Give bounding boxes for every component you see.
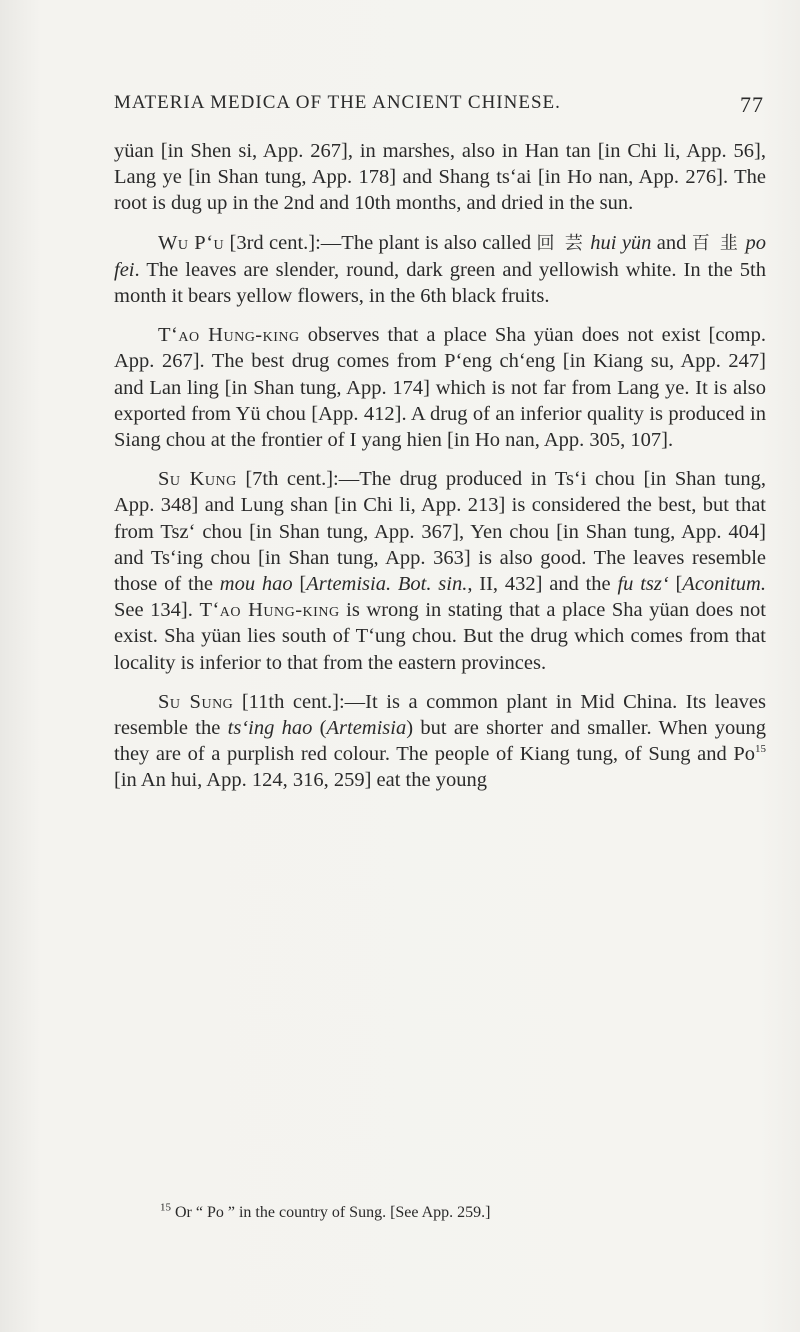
paragraph-tao-hung-king: T‘ao Hung-king observes that a place Sha yüan does not exist [comp. App. 267]. The best drug comes from P‘eng ch‘eng [in Kiang su, App. 247] and Lan ling [in Shan tung, App. 174] which is not far from Lang ye. It is also exported from Yü chou [App. 412]. A drug of an inferior quality is produced in Siang chou at the frontier of I yang hien [in Ho nan, App. 305, 107]. — [114, 324, 766, 452]
paragraph-continuation: yüan [in Shen si, App. 267], in marshes, also in Han tan [in Chi li, App. 56], Lang ye [in Shan tung, App. 178] and Shang ts‘ai [in Ho nan, App. 276]. The root is dug up in the 2nd and 10th months, and dried in the sun. — [114, 140, 766, 215]
paragraph-su-kung: Su Kung [7th cent.]:—The drug produced in Ts‘i chou [in Shan tung, App. 348] and Lung shan [in Chi li, App. 213] is considered the best, but that from Tsz‘ chou [in Shan tung, App. 367], Yen chou [in Shan tung, App. 404] and Ts‘ing chou [in Shan tung, App. 363] is also good. The leaves resemble those of the mou hao [Artemisia. Bot. sin., II, 432] and the fu tsz‘ [Aconitum. See 134]. T‘ao Hung-king is wrong in stating that a place Sha yüan does not exist. Sha yüan lies south of T‘ung chou. But the drug which comes from that locality is inferior to that from the eastern provinces. — [114, 468, 766, 674]
paragraph-wu-pu: Wu P‘u [3rd cent.]:—The plant is also called 回 芸 hui yün and 百 韭 po fei. The leaves are slender, round, dark green and yellowish white. In the 5th month it bears yellow flowers, in the 6th black fruits. — [114, 231, 766, 308]
author-name: T‘ao Hung-king — [158, 324, 300, 347]
page-number: 77 — [740, 92, 764, 117]
footnote-marker: 15 — [160, 1201, 171, 1214]
footnote — [160, 1203, 766, 1223]
footnote-text: Or “ Po ” in the country of Sung. [See App. 259.] — [171, 1204, 491, 1221]
footnote-reference: 15 — [755, 743, 766, 756]
author-name: Su Sung — [158, 690, 234, 713]
chinese-characters: 百 韭 — [691, 232, 741, 254]
author-name: T‘ao Hung-king — [199, 599, 340, 622]
paragraph-su-sung: Su Sung [11th cent.]:—It is a common plant in Mid China. Its leaves resemble the ts‘ing hao (Artemisia) but are shorter and smaller. When young they are of a purplish red colour. The people of Kiang tung, of Sung and Po$^{15}$ [in An hui, App. 124, 316, 259] eat the young — [114, 690, 766, 792]
running-head-title: MATERIA MEDICA OF THE ANCIENT CHINESE. — [114, 92, 561, 113]
chinese-characters: 回 芸 — [536, 232, 585, 254]
author-name: Su Kung — [158, 468, 237, 491]
body-text — [114, 138, 766, 794]
author-name: Wu P‘u — [158, 231, 225, 254]
running-head — [114, 92, 764, 122]
